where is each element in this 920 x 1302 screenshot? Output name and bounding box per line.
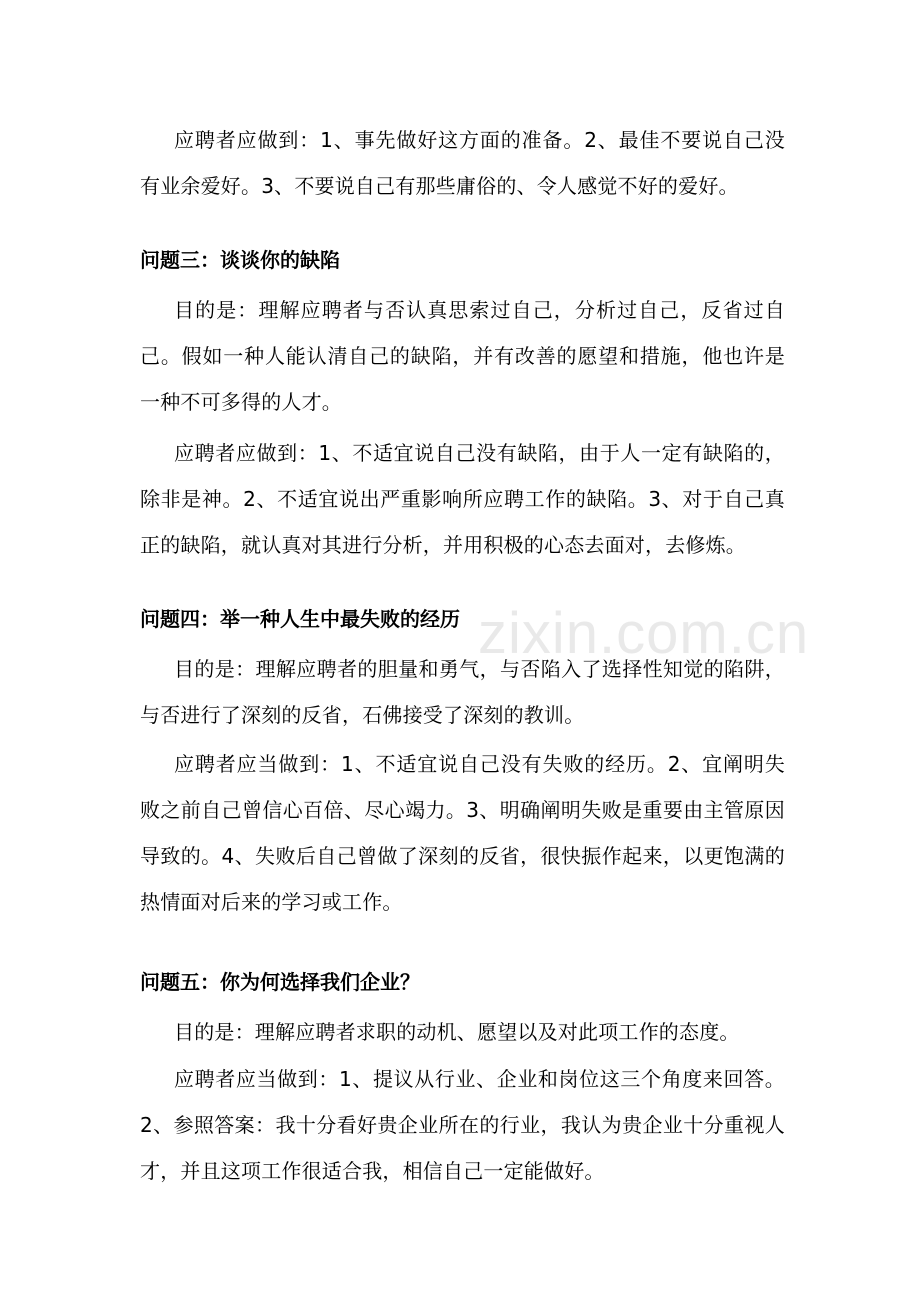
paragraph-q3-purpose: 目的是：理解应聘者与否认真思索过自己，分析过自己，反省过自己。假如一种人能认清自己的缺陷，并有改善的愿望和措施，他也许是一种不可多得的人才。: [140, 298, 785, 414]
paragraph-q5-advice: 应聘者应当做到：1、提议从行业、企业和岗位这三个角度来回答。2、参照答案：我十分看好贵企业所在的行业，我认为贵企业十分重视人才，并且这项工作很适合我，相信自己一定能做好。: [140, 1067, 785, 1183]
watermark: zixin.com.cn: [478, 601, 810, 666]
paragraph-q4-purpose: 目的是：理解应聘者的胆量和勇气，与否陷入了选择性知觉的陷阱，与否进行了深刻的反省，石佛接受了深刻的教训。: [140, 657, 785, 727]
paragraph-hobby-advice: 应聘者应做到：1、事先做好这方面的准备。2、最佳不要说自己没有业余爱好。3、不要说自己有那些庸俗的、令人感觉不好的爱好。: [140, 128, 785, 198]
paragraph-q3-advice: 应聘者应做到：1、不适宜说自己没有缺陷，由于人一定有缺陷的，除非是神。2、不适宜说出严重影响所应聘工作的缺陷。3、对于自己真正的缺陷，就认真对其进行分析，并用积极的心态去面对，去修炼。: [140, 441, 785, 557]
paragraph-q5-purpose: 目的是：理解应聘者求职的动机、愿望以及对此项工作的态度。: [174, 1020, 740, 1044]
heading-question-three: 问题三：谈谈你的缺陷: [140, 248, 340, 272]
heading-question-five: 问题五：你为何选择我们企业？: [140, 970, 420, 994]
paragraph-q4-advice: 应聘者应当做到：1、不适宜说自己没有失败的经历。2、宜阐明失败之前自己曾信心百倍、尽心竭力。3、明确阐明失败是重要由主管原因导致的。4、失败后自己曾做了深刻的反省，很快振作起来，以更饱满的热情面对后来的学习或工作。: [140, 752, 785, 914]
heading-question-four: 问题四：举一种人生中最失败的经历: [140, 607, 460, 631]
